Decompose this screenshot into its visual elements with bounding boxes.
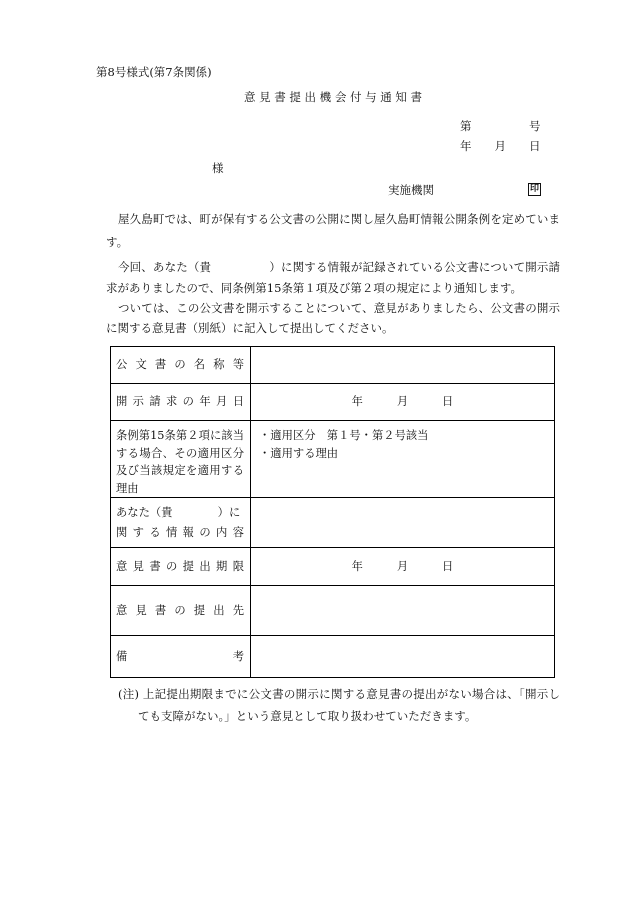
table-row: [111, 421, 555, 498]
exemption-category: ・適用区分 第１号・第２号該当: [259, 429, 429, 442]
seal-icon: 印: [529, 184, 539, 194]
exemption-label-line: 条例第15条第２項に該当: [116, 429, 244, 442]
footnote-line: (注) 上記提出期限までに公文書の開示に関する意見書の提出がない場合は、「開示し: [118, 687, 560, 701]
table-row: [111, 347, 555, 384]
paragraph-line: ついては、この公文書を開示することについて、意見がありましたら、公文書の開示: [118, 301, 560, 315]
table-value-cell: [251, 636, 555, 678]
table-row: [111, 384, 555, 421]
table-value-cell: [251, 384, 555, 421]
info-content-label-line: 関する情報の内容: [116, 525, 244, 539]
document-number: 第 号: [460, 119, 541, 133]
table-label-cell: [111, 347, 251, 384]
issuer-label: 実施機関: [388, 183, 434, 197]
exemption-reason: ・適用する理由: [259, 446, 339, 460]
paragraph-line: す。: [106, 234, 129, 249]
exemption-label-line: 及び当該規定を適用する: [116, 464, 244, 477]
table-value-cell: [251, 498, 555, 548]
table-label-cell: [111, 548, 251, 586]
addressee-suffix: 様: [212, 161, 224, 175]
deadline-label: 意見書の提出期限: [116, 559, 244, 573]
table-value-cell: [251, 421, 555, 498]
footnote: [118, 683, 560, 727]
table-value-cell: [251, 586, 555, 636]
submission-destination-label: 意見書の提出先: [116, 603, 244, 617]
table-row: [111, 548, 555, 586]
paragraph-line: 屋久島町では、町が保有する公文書の公開に関し屋久島町情報公開条例を定めていま: [118, 211, 560, 226]
info-content-label-line: あなた（貴 ）に: [116, 505, 241, 519]
document-name-label: 公文書の名称等: [116, 358, 244, 371]
information-table: [110, 346, 555, 678]
paragraph-line: 今回、あなた（貴 ）に関する情報が記録されている公文書について開示請: [118, 259, 560, 274]
paragraph-line: に関する意見書（別紙）に記入して提出してください。: [106, 321, 394, 335]
table-label-cell: [111, 498, 251, 548]
form-number: 第8号様式(第7条関係): [96, 65, 212, 79]
document-title: 意見書提出機会付与通知書: [244, 90, 422, 104]
paragraph-line: 求がありましたので、同条例第15条第１項及び第２項の規定により通知します。: [106, 280, 522, 295]
request-date-value: 年 月 日: [351, 395, 454, 408]
table-value-cell: [251, 548, 555, 586]
table-label-cell: [111, 636, 251, 678]
exemption-label-line: する場合、その適用区分: [116, 446, 244, 460]
table-label-cell: [111, 421, 251, 498]
document-date: 年 月 日: [460, 139, 541, 153]
body-paragraph: [106, 257, 560, 299]
footnote-line: ても支障がない。」という意見として取り扱わせていただきます。: [138, 709, 477, 723]
table-label-cell: [111, 586, 251, 636]
table-value-cell: [251, 347, 555, 384]
table-row: [111, 586, 555, 636]
table-row: [111, 636, 555, 678]
request-date-label: 開示請求の年月日: [116, 395, 244, 408]
body-paragraph: [106, 298, 560, 338]
table-label-cell: [111, 384, 251, 421]
exemption-label-line: 理由: [116, 481, 139, 495]
remarks-label: 備考: [116, 649, 244, 663]
deadline-value: 年 月 日: [351, 559, 454, 573]
table-row: [111, 498, 555, 548]
body-paragraph: [106, 208, 560, 254]
